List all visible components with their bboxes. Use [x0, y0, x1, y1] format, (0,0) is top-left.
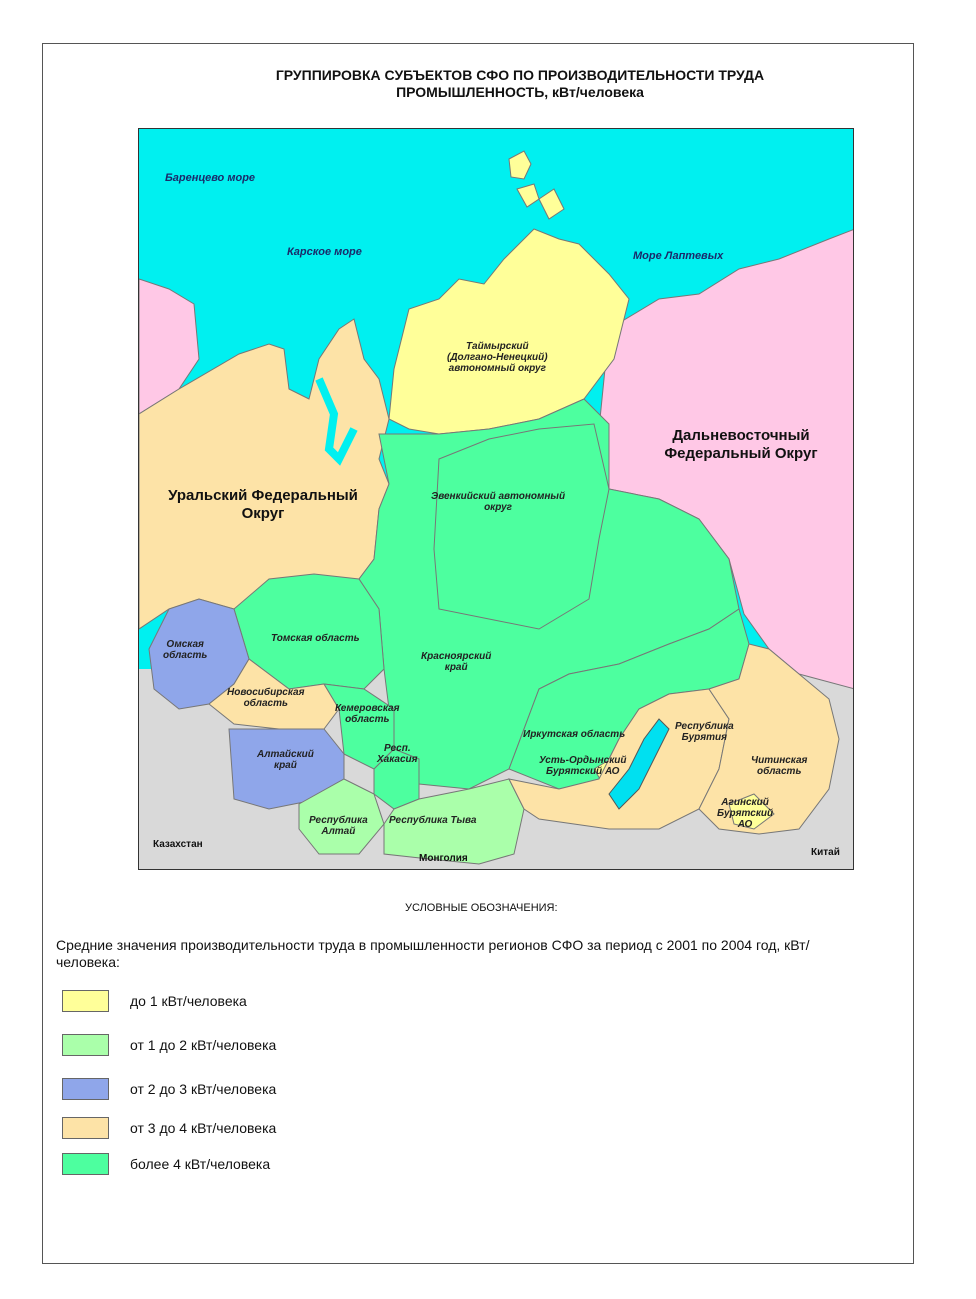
region-label-line: область [163, 650, 208, 661]
legend-swatch [62, 1117, 109, 1139]
region-label-line: область [757, 766, 802, 777]
region-label-altai-krai [257, 749, 314, 771]
sfo-map [138, 128, 854, 870]
legend-label: от 2 до 3 кВт/человека [130, 1081, 277, 1097]
evenk-region [434, 424, 609, 629]
region-label-kemerovo [335, 703, 400, 725]
map-title-line2: ПРОМЫШЛЕННОСТЬ, кВт/человека [396, 84, 644, 100]
region-label-line: Томская область [271, 633, 360, 644]
region-label-evenk [431, 491, 565, 513]
region-label-krasnoyarsk [421, 651, 491, 673]
region-label-line: Эвенкийский автономный [431, 491, 566, 502]
sea-label-kara: Карское море [287, 246, 362, 258]
region-label-tyva [389, 815, 476, 826]
legend-swatch [62, 1034, 109, 1056]
region-label-line: Хакасия [377, 754, 418, 765]
region-label-line: Республика [309, 815, 368, 826]
sea-label-barents: Баренцево море [165, 172, 256, 184]
region-label-line: Омская [166, 639, 204, 650]
region-label-line: АО [737, 819, 753, 830]
legend-label: от 1 до 2 кВт/человека [130, 1037, 277, 1053]
region-label-omsk [163, 639, 207, 661]
region-label-tomsk [271, 633, 360, 644]
legend-swatch [62, 1153, 109, 1175]
legend-swatch [62, 1078, 109, 1100]
country-label-china: Китай [811, 847, 840, 858]
region-label-line: Респ. [383, 743, 411, 754]
region-label-chita [751, 755, 807, 777]
legend-description: Средние значения производительности труда в промышленности регионов СФО за период с 2001 по 2004 год, кВт/человека: [56, 937, 810, 970]
country-label-mongolia: Монголия [419, 853, 468, 864]
legend-label: от 3 до 4 кВт/человека [130, 1120, 277, 1136]
region-label-line: край [444, 662, 468, 673]
region-label-irkutsk [523, 729, 625, 740]
region-label-line: Кемеровская [335, 703, 400, 714]
region-label-line: Таймырский [465, 341, 529, 352]
region-label-line: Красноярский [421, 651, 492, 662]
country-label-kazakhstan: Казахстан [153, 839, 203, 850]
district-label-ural: Уральский Федеральный Округ [168, 487, 358, 522]
region-label-line: Алтайский [257, 749, 314, 760]
region-label-line: Алтай [321, 826, 356, 837]
region-label-line: автономный округ [448, 363, 546, 374]
region-label-line: Республика [675, 721, 734, 732]
map-title-line1: ГРУППИРОВКА СУБЪЕКТОВ СФО ПО ПРОИЗВОДИТЕЛЬНОСТИ ТРУДА [275, 67, 765, 83]
sea-label-laptev: Море Лаптевых [633, 250, 724, 262]
region-label-buryatia [675, 721, 734, 743]
region-label-line: округ [484, 502, 512, 513]
region-label-line: область [345, 714, 390, 725]
region-label-aga [717, 797, 773, 830]
region-label-line: (Долгано-Ненецкий) [447, 352, 548, 363]
region-label-line: Новосибирская [227, 687, 305, 698]
region-label-ust-orda [539, 755, 627, 777]
region-label-novosibirsk [227, 687, 305, 709]
region-label-line: Читинская [751, 755, 808, 766]
region-label-line: Бурятский [717, 808, 774, 819]
legend-label: более 4 кВт/человека [130, 1156, 271, 1172]
legend-swatch [62, 990, 109, 1012]
region-label-taimyr [447, 341, 548, 374]
region-label-altai-republic [309, 815, 368, 837]
region-label-line: Иркутская область [523, 729, 626, 740]
region-label-line: Усть-Ордынский [539, 755, 627, 766]
region-label-khakassia [377, 743, 418, 765]
region-label-line: Бурятия [681, 732, 728, 743]
region-label-line: Агинский [721, 797, 769, 808]
legend-label: до 1 кВт/человека [130, 993, 247, 1009]
region-label-line: Республика Тыва [389, 815, 477, 826]
district-label-far-east: Дальневосточный Федеральный Округ [664, 427, 818, 462]
legend-heading: УСЛОВНЫЕ ОБОЗНАЧЕНИЯ: [405, 902, 558, 914]
region-label-line: область [243, 698, 288, 709]
region-label-line: край [274, 760, 297, 771]
region-label-line: Бурятский АО [546, 766, 620, 777]
